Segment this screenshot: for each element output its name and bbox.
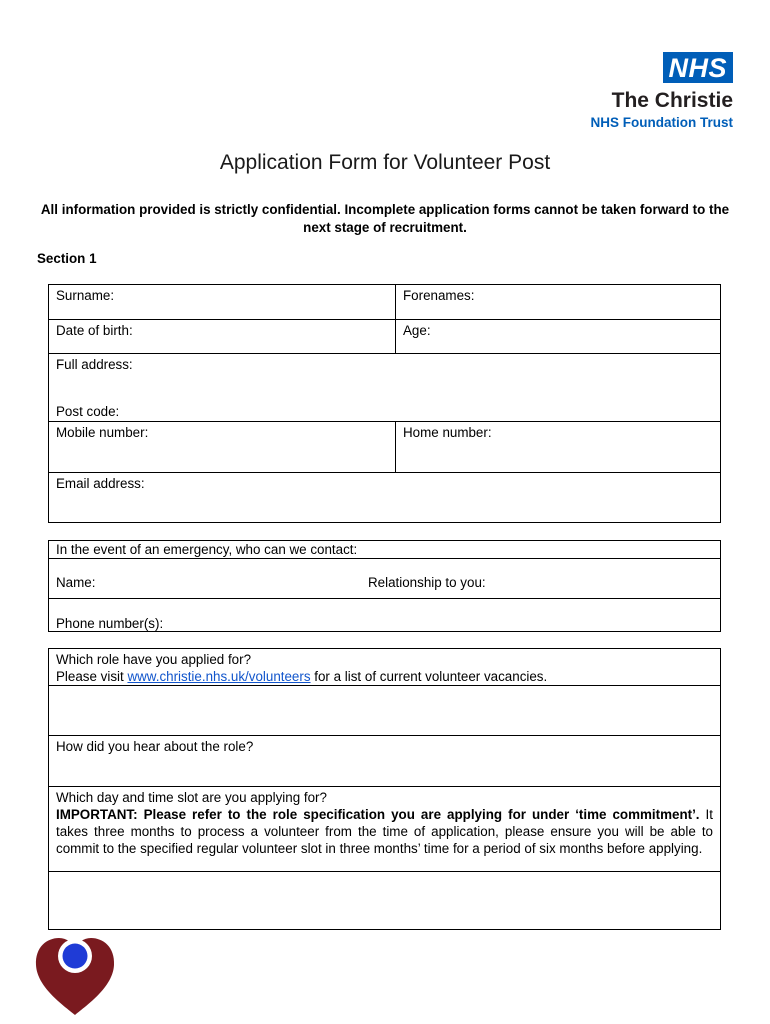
page-title: Application Form for Volunteer Post <box>219 151 551 174</box>
role-box <box>48 648 721 930</box>
emergency-heading: In the event of an emergency, who can we contact: <box>56 542 358 557</box>
surname-label: Surname: <box>56 288 115 303</box>
visit-suffix: for a list of current volunteer vacancies. <box>310 669 548 684</box>
home-number-field[interactable] <box>396 422 720 472</box>
section-label: Section 1 <box>37 251 97 266</box>
important-bold: IMPORTANT: Please refer to the role specification you are applying for under ‘time commitment’. <box>56 807 700 822</box>
trust-name: The Christie <box>611 89 733 112</box>
nhs-logo-box: NHS <box>663 52 733 83</box>
mobile-field[interactable] <box>49 422 396 472</box>
emergency-name-label: Name: <box>56 575 96 590</box>
heart-blue-dot <box>63 944 88 969</box>
emergency-name-field[interactable] <box>49 559 720 598</box>
age-field[interactable] <box>396 320 720 353</box>
hear-about-label: How did you hear about the role? <box>56 739 254 754</box>
forenames-label: Forenames: <box>403 288 475 303</box>
address-label: Full address: <box>56 357 133 372</box>
emergency-phone-field[interactable] <box>49 599 720 631</box>
forenames-field[interactable] <box>396 285 720 319</box>
hear-about-field[interactable] <box>49 736 720 786</box>
nhs-logo <box>591 52 734 131</box>
email-field[interactable] <box>49 473 720 522</box>
important-rest: It takes three months to process a volunteer from the time of application, please ensure you will be able to commit to the specified regular volunteer slot in three months’ time for a period of six months before applying. <box>56 807 713 856</box>
role-visit-text <box>56 668 713 685</box>
personal-details-box <box>48 284 721 523</box>
home-number-label: Home number: <box>403 425 492 440</box>
visit-prefix: Please visit <box>56 669 128 684</box>
time-slot-question <box>49 787 720 871</box>
time-slot-question-text: Which day and time slot are you applying for? <box>56 790 327 805</box>
role-answer-field[interactable] <box>49 686 720 735</box>
dob-field[interactable] <box>49 320 396 353</box>
age-label: Age: <box>403 323 431 338</box>
address-field[interactable] <box>49 354 720 421</box>
mobile-label: Mobile number: <box>56 425 149 440</box>
postcode-label: Post code: <box>56 404 120 419</box>
confidentiality-notice: All information provided is strictly confidential. Incomplete application forms cannot be taken forward to the next stage of recruitment. <box>40 202 730 235</box>
emergency-contact-box <box>48 540 721 632</box>
time-slot-answer-field[interactable] <box>49 872 720 929</box>
dob-label: Date of birth: <box>56 323 133 338</box>
trust-subtitle: NHS Foundation Trust <box>590 115 733 130</box>
relationship-label: Relationship to you: <box>368 575 486 590</box>
role-question <box>49 649 720 685</box>
role-question-text: Which role have you applied for? <box>56 652 252 667</box>
emergency-phone-label: Phone number(s): <box>56 616 164 631</box>
surname-field[interactable] <box>49 285 396 319</box>
email-label: Email address: <box>56 476 145 491</box>
heart-logo-icon <box>33 935 117 1017</box>
important-notice <box>56 806 713 857</box>
volunteers-link[interactable]: www.christie.nhs.uk/volunteers <box>127 669 311 684</box>
